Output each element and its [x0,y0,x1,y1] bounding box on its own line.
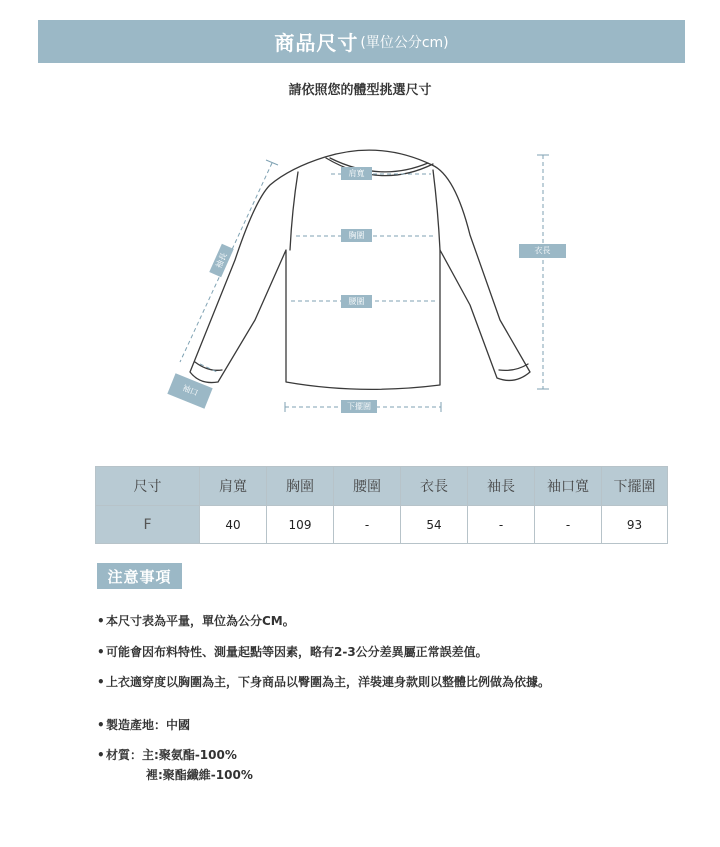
note-text: 可能會因布料特性、測量起點等因素，略有2-3公分差異屬正常誤差值。 [106,645,488,659]
table-header-cell: 腰圍 [334,467,401,506]
table-cell: - [334,506,401,544]
note-text: 上衣適穿度以胸圍為主，下身商品以臀圍為主，洋裝連身款則以整體比例做為依據。 [106,675,551,689]
table-cell: 54 [401,506,468,544]
label-sleeve: 袖長 [209,244,233,278]
notes-title: 注意事項 [97,563,182,589]
material-note [97,746,237,763]
table-cell: - [468,506,535,544]
table-header-cell: 胸圍 [267,467,334,506]
origin-note [97,716,190,733]
note-item [97,612,295,629]
material-main: 主:聚氨酯-100% [142,748,237,762]
label-hem: 下擺圍 [341,400,377,413]
table-cell: 40 [200,506,267,544]
bullet-icon: • [97,748,105,762]
table-header-cell: 尺寸 [96,467,200,506]
note-text: 本尺寸表為平量，單位為公分CM。 [106,614,295,628]
bullet-icon: • [97,645,105,659]
table-cell-size: F [96,506,200,544]
header-title: 商品尺寸 [274,31,359,55]
subtitle: 請依照您的體型挑選尺寸 [288,83,432,98]
note-item [97,673,550,690]
table-header-cell: 袖口寬 [535,467,602,506]
table-header-cell: 衣長 [401,467,468,506]
label-shoulder: 肩寬 [341,167,372,180]
table-header-cell: 袖長 [468,467,535,506]
table-header-cell: 下擺圍 [602,467,668,506]
label-waist: 腰圍 [341,295,372,308]
note-item [97,643,488,660]
bullet-icon: • [97,614,105,628]
table-header-row [96,467,668,506]
label-chest: 胸圍 [341,229,372,242]
label-length: 衣長 [519,244,566,258]
header-unit: (單位公分cm) [360,34,449,51]
bullet-icon: • [97,718,105,732]
table-cell: 93 [602,506,668,544]
table-cell: 109 [267,506,334,544]
origin-text: 製造產地：中國 [106,718,191,732]
table-row [96,506,668,544]
material-lining: 裡:聚酯纖維-100% [146,768,253,782]
table-cell: - [535,506,602,544]
label-cuff: 袖口 [167,373,212,408]
table-header-cell: 肩寬 [200,467,267,506]
bullet-icon: • [97,675,105,689]
size-table [95,466,668,544]
material-label: 材質： [106,748,143,762]
